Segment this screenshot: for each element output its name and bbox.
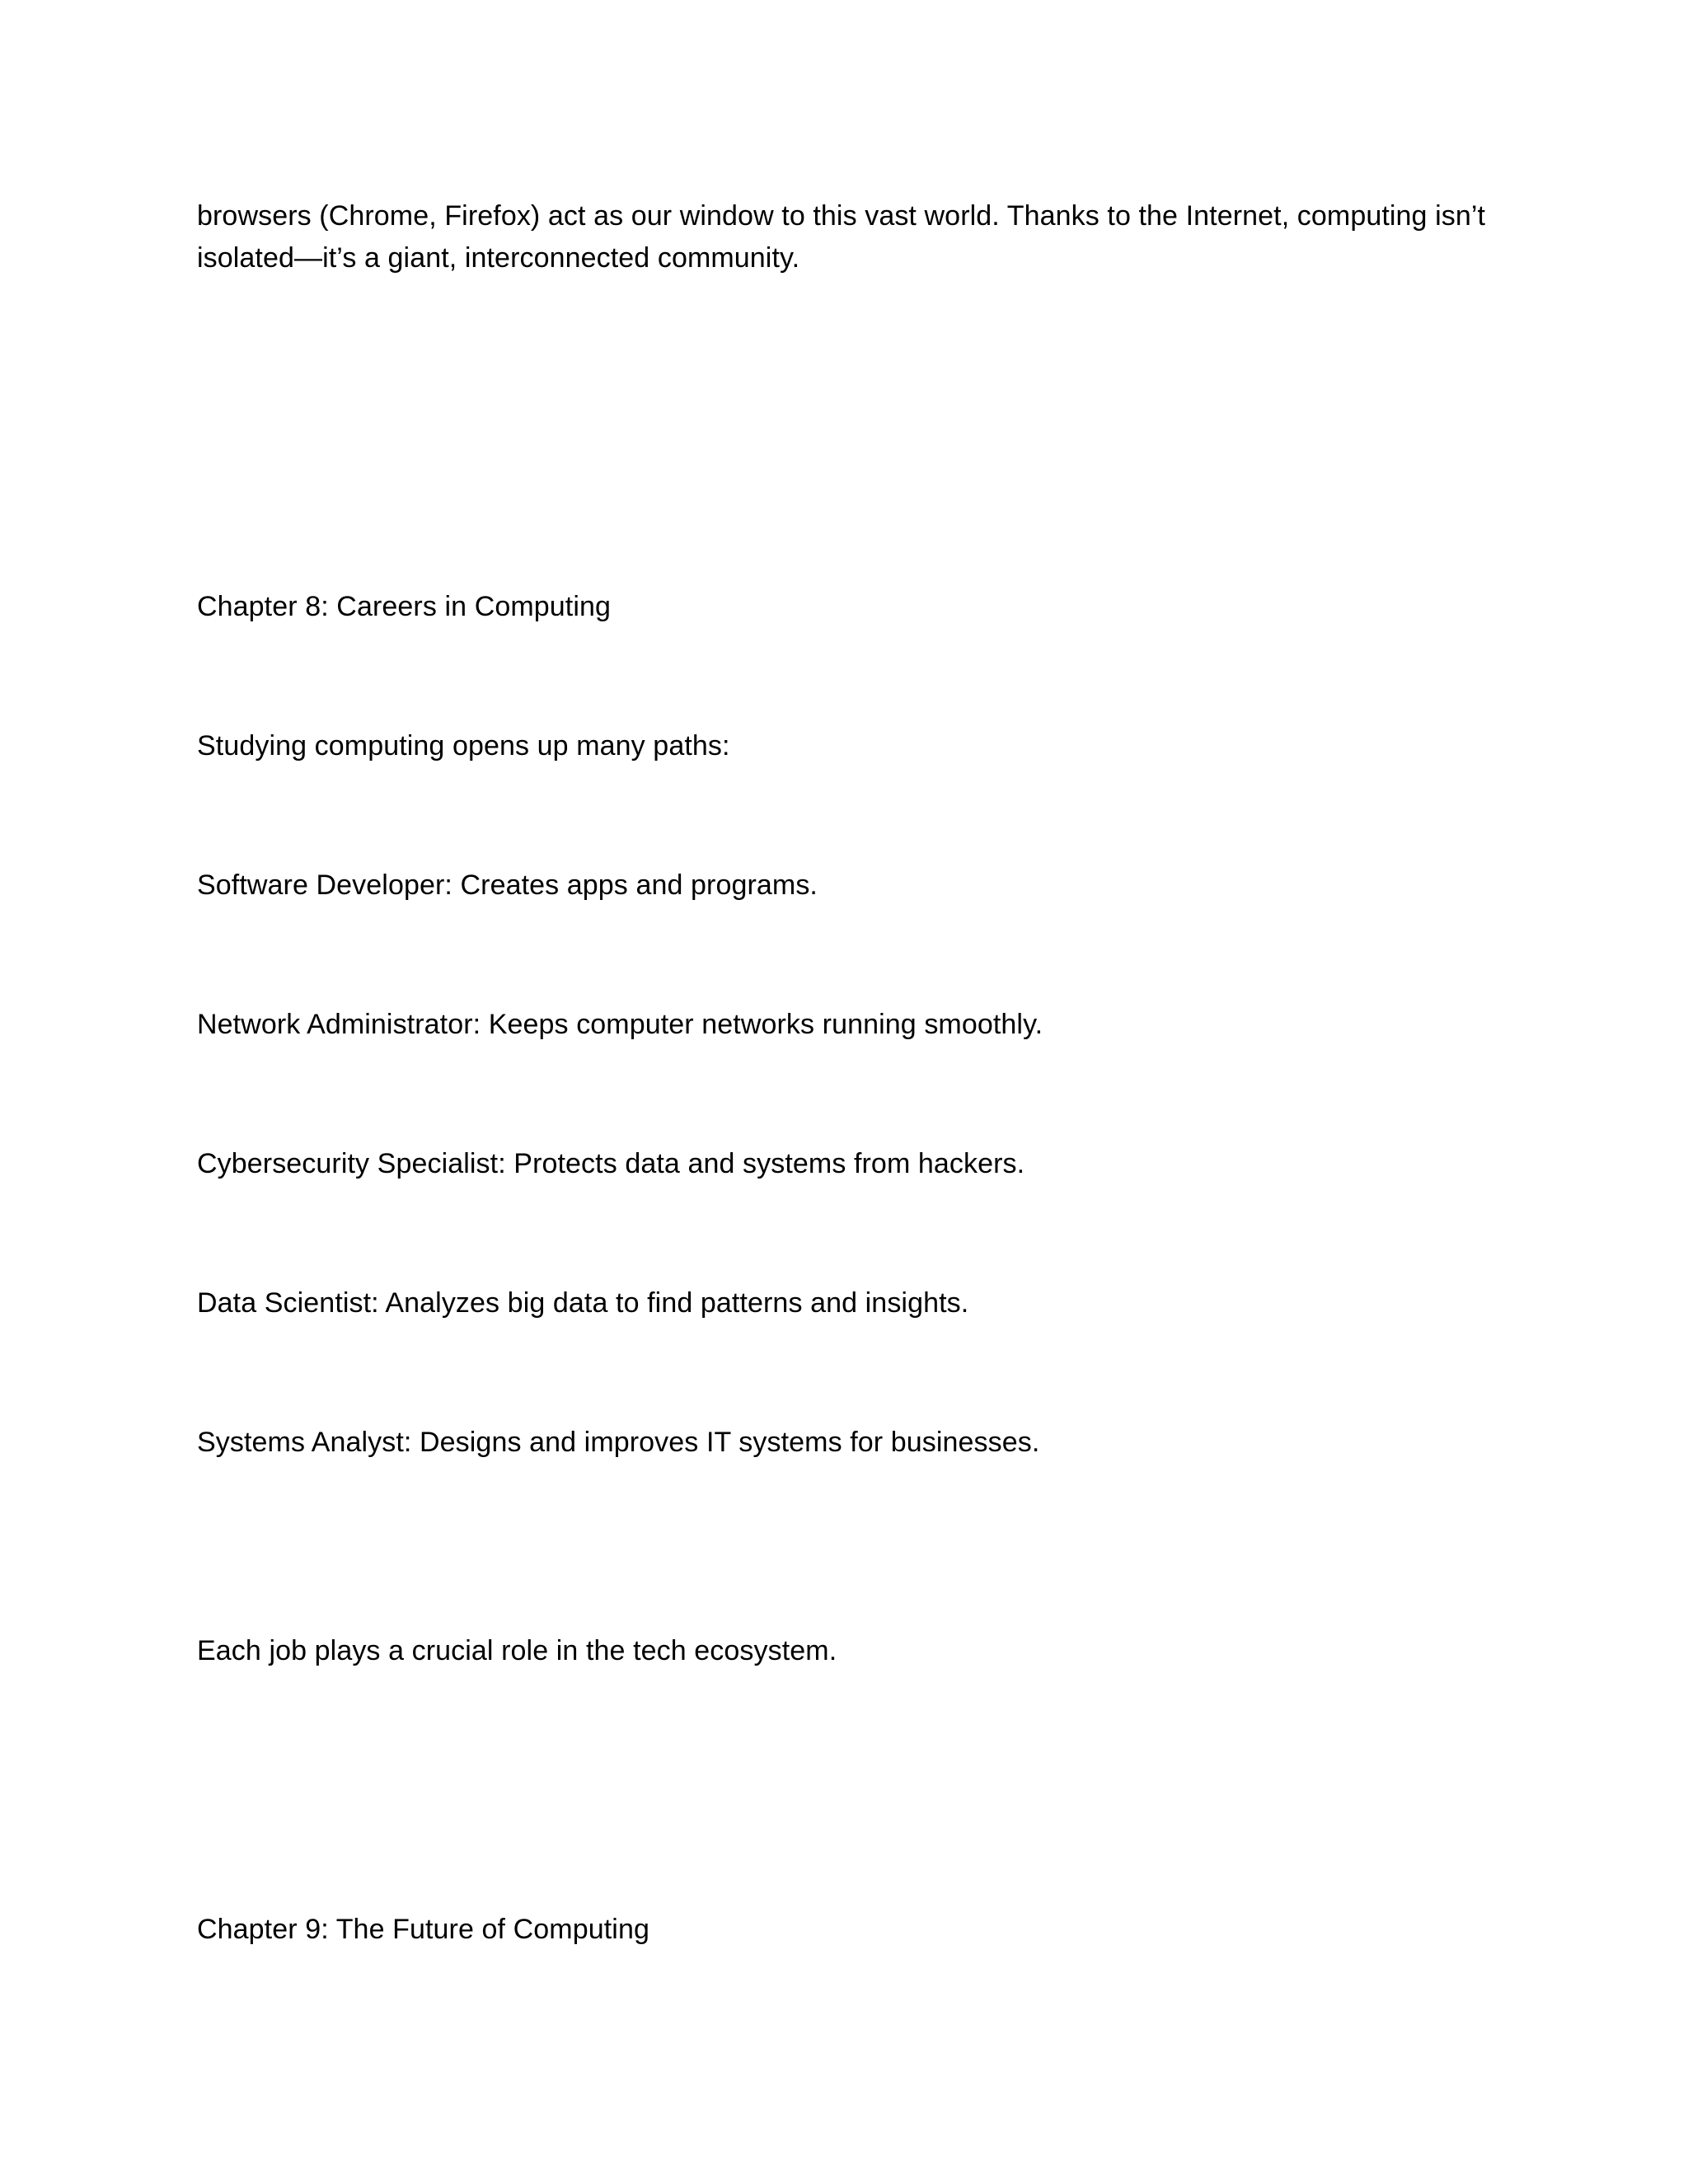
body-text-line: isolated—it’s a giant, interconnected community.: [197, 242, 800, 274]
chapter-heading: Chapter 9: The Future of Computing: [197, 1914, 649, 1945]
list-item: Systems Analyst: Designs and improves IT systems for businesses.: [197, 1427, 1040, 1458]
list-item: Software Developer: Creates apps and programs.: [197, 869, 818, 901]
paragraph: Each job plays a crucial role in the tech ecosystem.: [197, 1635, 837, 1666]
list-item: Network Administrator: Keeps computer networks running smoothly.: [197, 1009, 1043, 1040]
list-item: Cybersecurity Specialist: Protects data and systems from hackers.: [197, 1148, 1025, 1179]
paragraph: Studying computing opens up many paths:: [197, 730, 730, 762]
list-item: Data Scientist: Analyzes big data to find patterns and insights.: [197, 1287, 969, 1319]
chapter-heading: Chapter 8: Careers in Computing: [197, 591, 612, 622]
body-text-line: browsers (Chrome, Firefox) act as our window to this vast world. Thanks to the Internet, computing isn’t: [197, 200, 1486, 232]
